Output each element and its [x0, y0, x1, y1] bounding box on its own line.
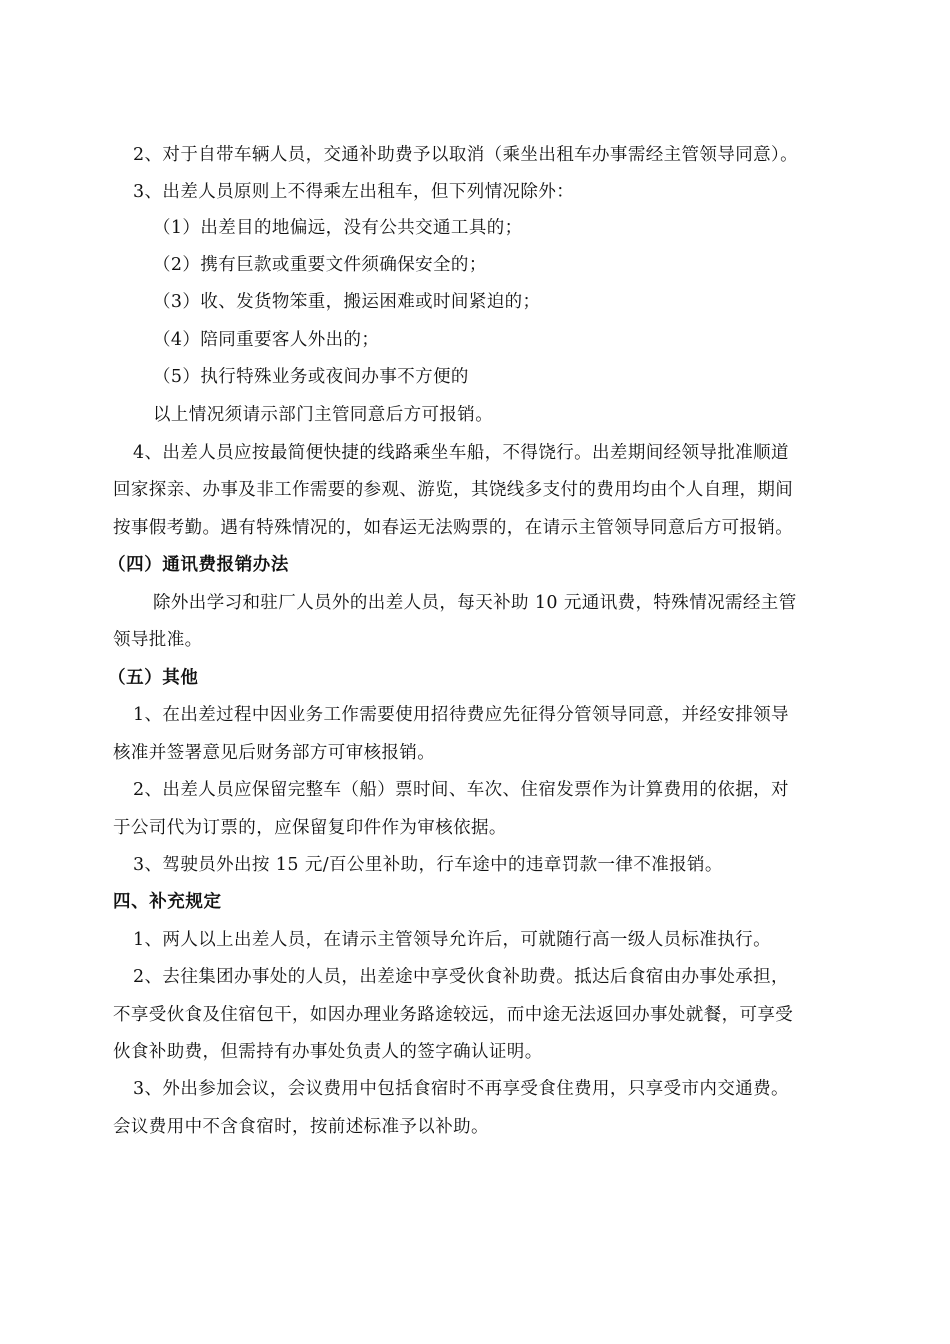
- text-line: 核准并签署意见后财务部方可审核报销。: [113, 743, 436, 763]
- text-line: 伙食补助费，但需持有办事处负责人的签字确认证明。: [113, 1042, 543, 1062]
- list-item: （3）收、发货物笨重，搬运困难或时间紧迫的；: [153, 292, 541, 312]
- list-item: （1）出差目的地偏远，没有公共交通工具的；: [153, 218, 523, 238]
- text-line: 除外出学习和驻厂人员外的出差人员，每天补助 10 元通讯费，特殊情况需经主管: [153, 593, 797, 613]
- text-line: 3、外出参加会议，会议费用中包括食宿时不再享受食住费用，只享受市内交通费。: [133, 1079, 789, 1099]
- section-heading: 四、补充规定: [113, 892, 222, 912]
- text-line: 1、在出差过程中因业务工作需要使用招待费应先征得分管领导同意，并经安排领导: [133, 705, 789, 725]
- list-item: （4）陪同重要客人外出的；: [153, 330, 380, 350]
- text-line: 按事假考勤。遇有特殊情况的，如春运无法购票的，在请示主管领导同意后方可报销。: [113, 518, 794, 538]
- section-heading: （五）其他: [108, 668, 199, 688]
- text-line: 1、两人以上出差人员，在请示主管领导允许后，可就随行高一级人员标准执行。: [133, 930, 772, 950]
- text-line: 2、出差人员应保留完整车（船）票时间、车次、住宿发票作为计算费用的依据，对: [133, 780, 789, 800]
- text-line: 于公司代为订票的，应保留复印件作为审核依据。: [113, 818, 507, 838]
- text-line: 领导批准。: [113, 630, 203, 650]
- text-line: 不享受伙食及住宿包干，如因办理业务路途较远，而中途无法返回办事处就餐，可享受: [113, 1005, 794, 1025]
- text-line: 3、出差人员原则上不得乘左出租车，但下列情况除外：: [133, 182, 575, 202]
- text-line: 2、对于自带车辆人员，交通补助费予以取消（乘坐出租车办事需经主管领导同意）。: [133, 145, 799, 165]
- section-heading: （四）通讯费报销办法: [108, 555, 289, 575]
- text-line: 3、驾驶员外出按 15 元/百公里补助，行车途中的违章罚款一律不准报销。: [133, 855, 723, 875]
- text-line: 以上情况须请示部门主管同意后方可报销。: [153, 405, 494, 425]
- list-item: （5）执行特殊业务或夜间办事不方便的: [153, 367, 469, 387]
- list-item: （2）携有巨款或重要文件须确保安全的；: [153, 255, 487, 275]
- text-line: 会议费用中不含食宿时，按前述标准予以补助。: [113, 1117, 489, 1137]
- text-line: 4、出差人员应按最简便快捷的线路乘坐车船，不得饶行。出差期间经领导批准顺道: [133, 443, 789, 463]
- text-line: 回家探亲、办事及非工作需要的参观、游览，其饶线多支付的费用均由个人自理，期间: [113, 480, 794, 500]
- text-line: 2、去往集团办事处的人员，出差途中享受伙食补助费。抵达后食宿由办事处承担，: [133, 967, 789, 987]
